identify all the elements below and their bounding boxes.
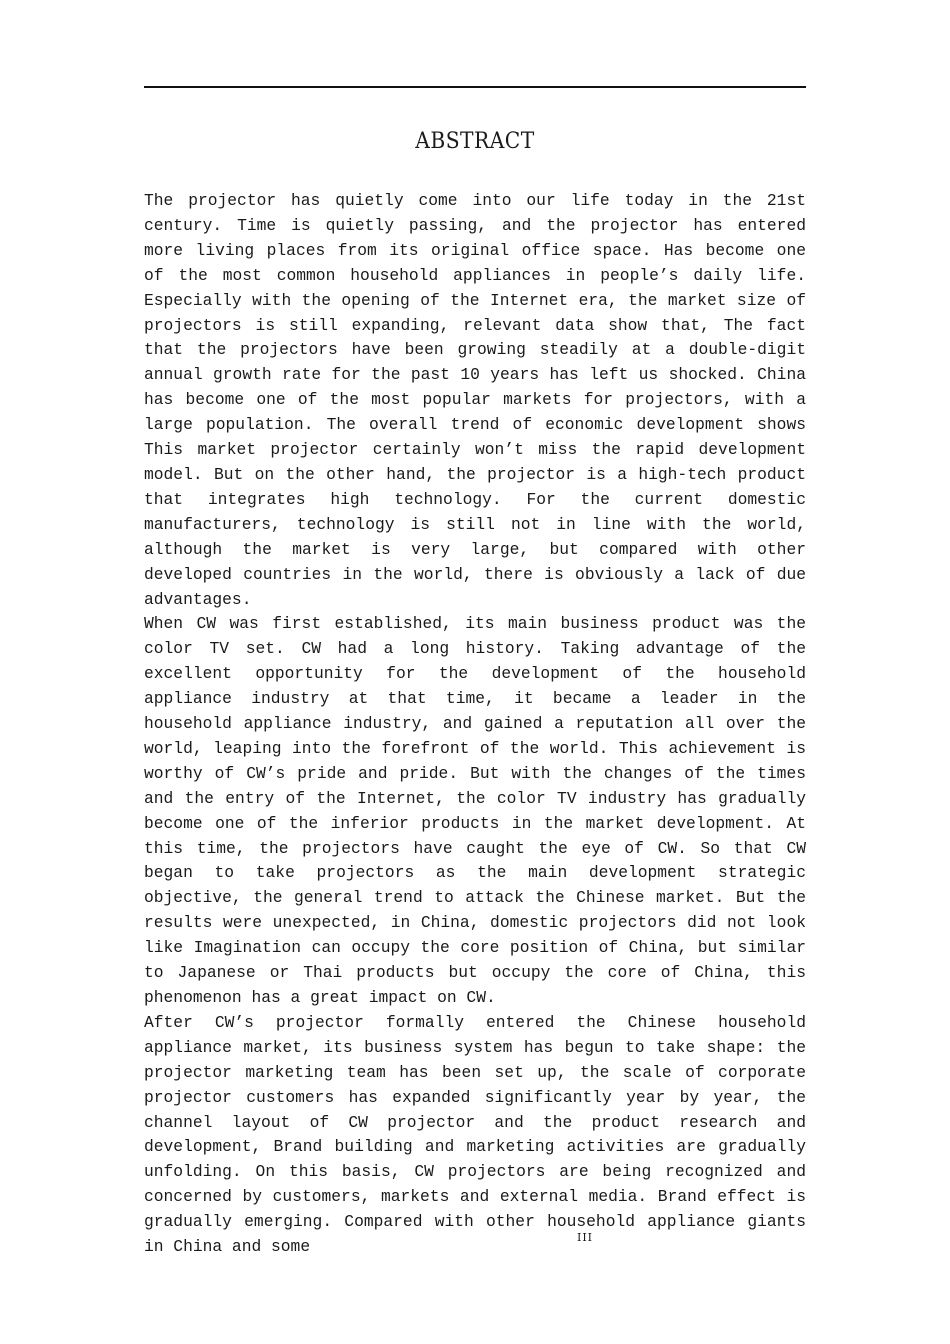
abstract-paragraph-1: The projector has quietly come into our life today in the 21st century. Time is quietly passing, and the projector has entered more living places from its original office space. Has become one of the most common household appliances in people’s daily life. Especially with the opening of the Internet era, the market size of projectors is still expanding, relevant data show that, The fact that the projectors have been growing steadily at a double-digit annual growth rate for the past 10 years has left us shocked. China has become one of the most popular markets for projectors, with a large population. The overall trend of economic development shows This market projector certainly won’t miss the rapid development model. But on the other hand, the projector is a high-tech product that integrates high technology. For the current domestic manufacturers, technology is still not in line with the world, although the market is very large, but compared with other developed countries in the world, there is obviously a lack of due advantages. [144, 191, 806, 609]
page-title: ABSTRACT [415, 129, 535, 154]
page-number: III [576, 1231, 594, 1244]
abstract-paragraph-3: After CW’s projector formally entered the Chinese household appliance market, its business system has begun to take shape: the projector marketing team has been set up, the scale of corporate projector customers has expanded significantly year by year, the channel layout of CW projector and the product research and development, Brand building and marketing activities are gradually unfolding. On this basis, CW projectors are being recognized and concerned by customers, markets and external media. Brand effect is gradually emerging. Compared with other household appliance giants in China and some [144, 1012, 806, 1257]
abstract-body [144, 189, 806, 1260]
abstract-paragraph-2: When CW was first established, its main business product was the color TV set. CW had a long history. Taking advantage of the excellent opportunity for the development of the household appliance industry at that time, it became a leader in the household appliance industry, and gained a reputation all over the world, leaping into the forefront of the world. This achievement is worthy of CW’s pride and pride. But with the changes of the times and the entry of the Internet, the color TV industry has gradually become one of the inferior products in the market development. At this time, the projectors have caught the eye of CW. So that CW began to take projectors as the main development strategic objective, the general trend to attack the Chinese market. But the results were unexpected, in China, domestic projectors did not look like Imagination can occupy the core position of China, but similar to Japanese or Thai products but occupy the core of China, this phenomenon has a great impact on CW. [144, 614, 806, 1007]
header-rule [144, 86, 806, 88]
